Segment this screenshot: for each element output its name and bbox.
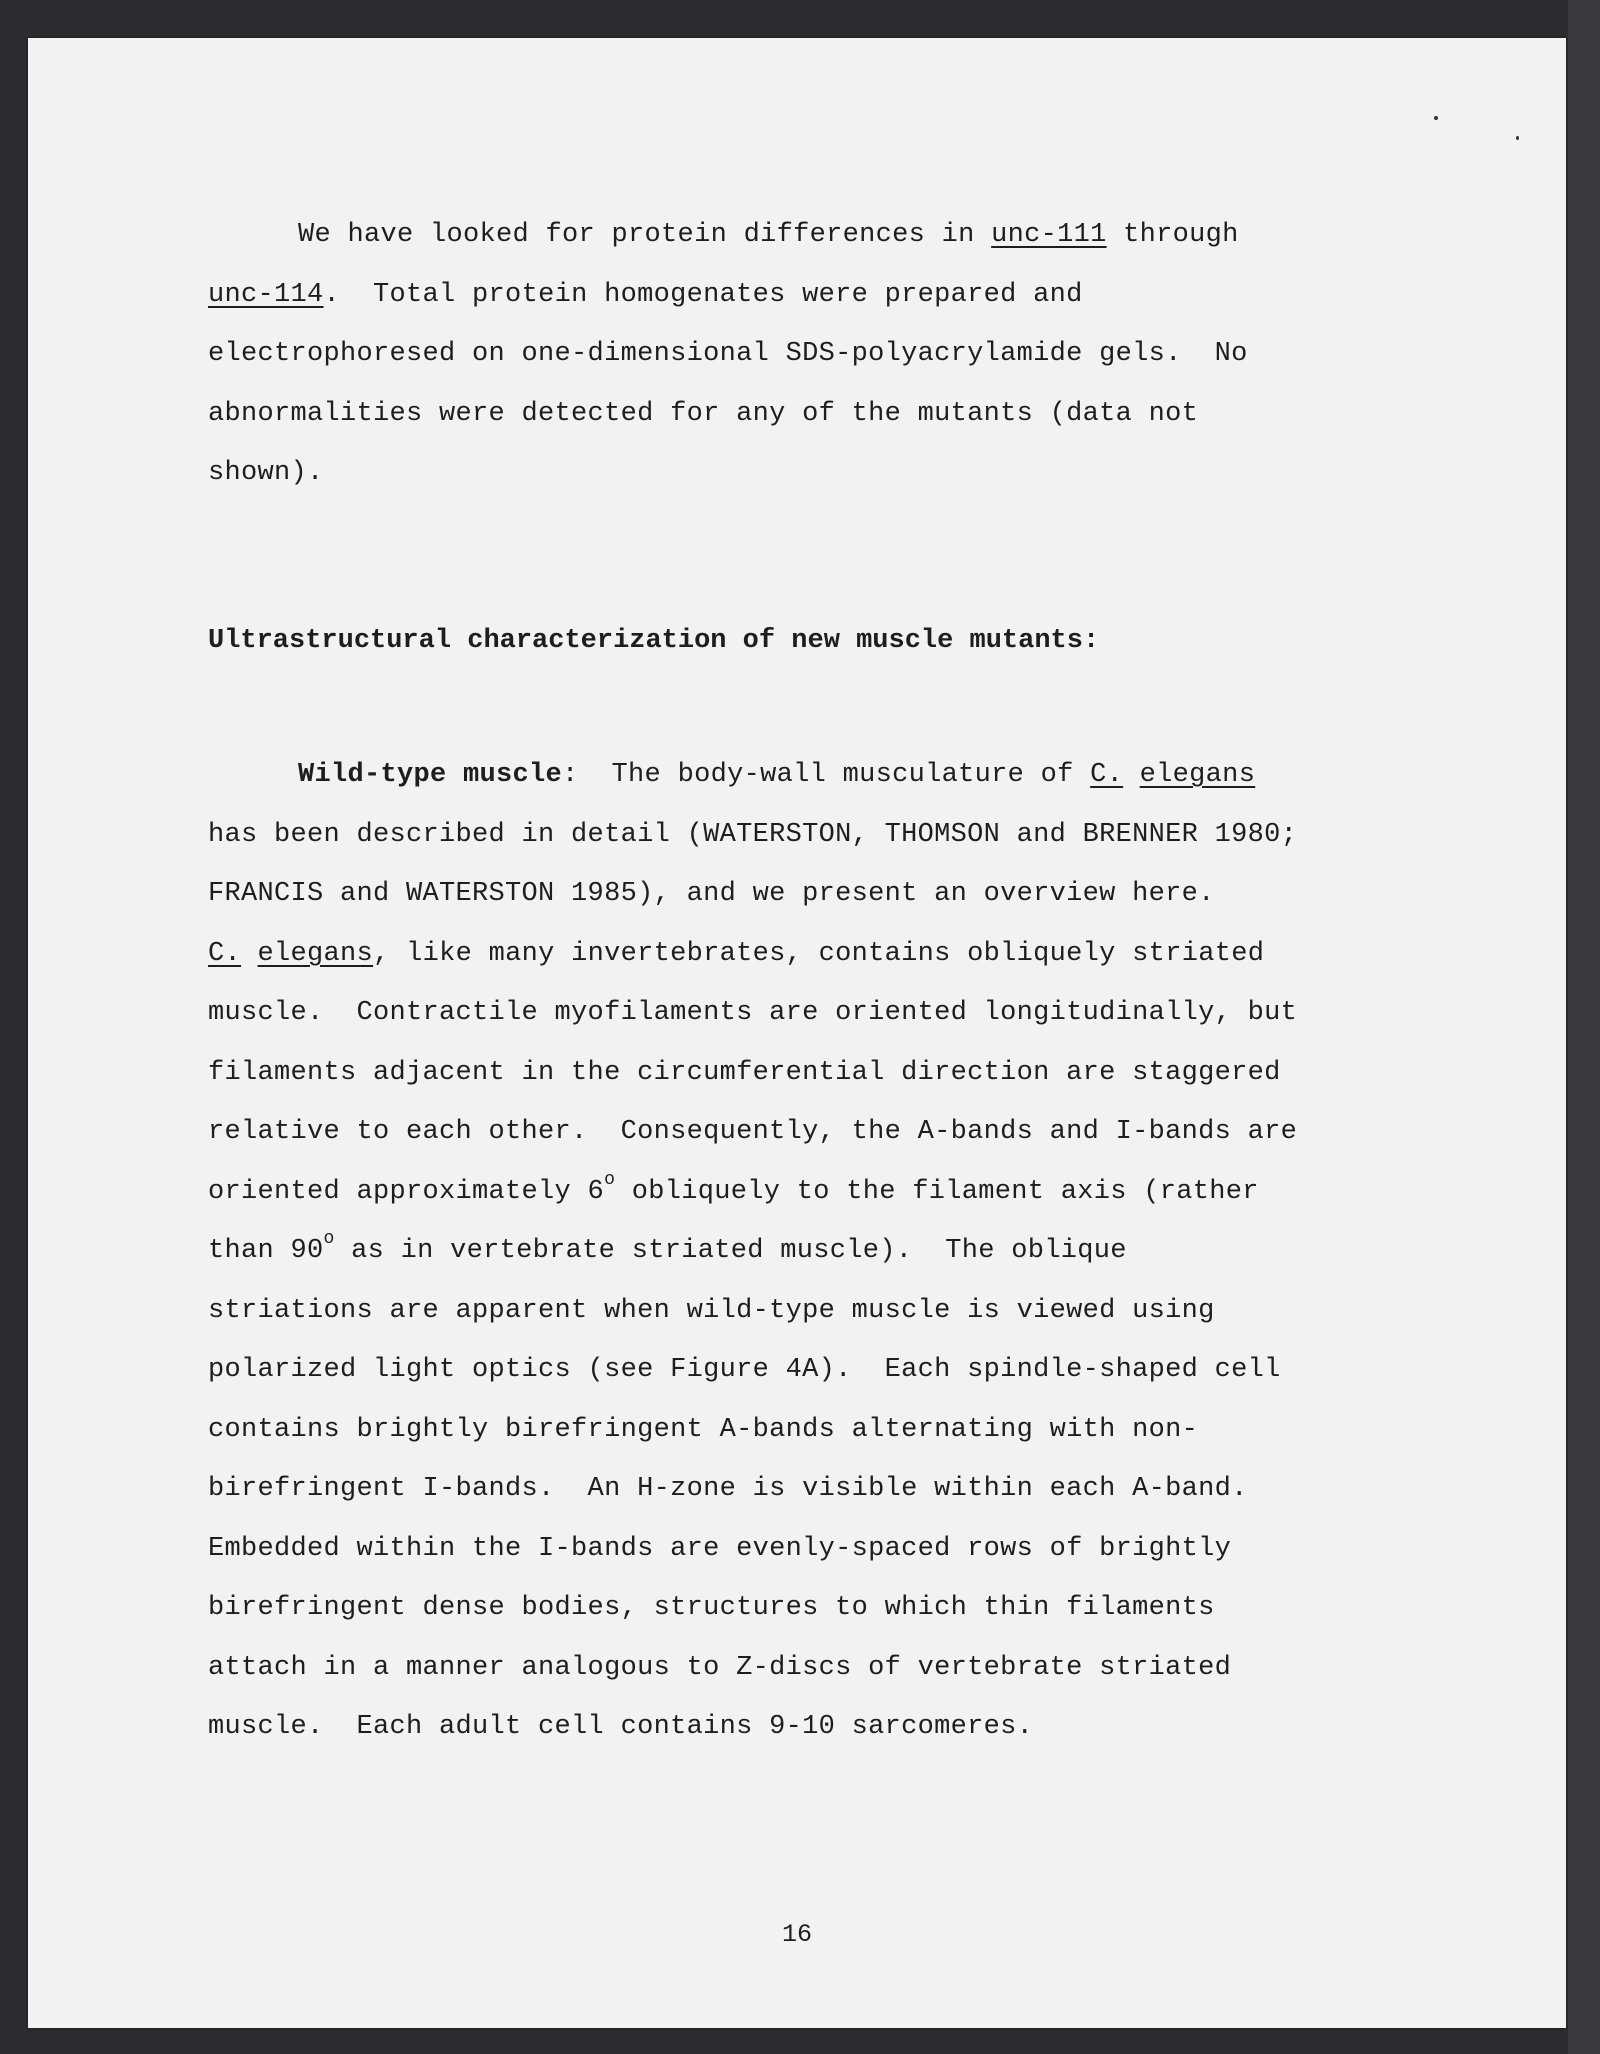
text-line: polarized light optics (see Figure 4A). Each spindle-shaped cell bbox=[208, 1355, 1281, 1385]
text-segment: as in vertebrate striated muscle). The oblique bbox=[334, 1236, 1127, 1266]
text-line bbox=[208, 746, 1508, 806]
text-segment: than 90 bbox=[208, 1236, 324, 1266]
text-line: contains brightly birefringent A-bands alternating with non- bbox=[208, 1414, 1199, 1445]
species-genus: C. bbox=[1090, 760, 1124, 790]
gene-name-unc-111: unc-111 bbox=[991, 220, 1107, 250]
page-number: 16 bbox=[781, 1920, 812, 1949]
text-line: filaments adjacent in the circumferential direction are staggered bbox=[208, 1057, 1281, 1088]
scan-speck bbox=[1516, 136, 1519, 140]
text-line: abnormalities were detected for any of the mutants (data not bbox=[208, 398, 1199, 429]
document-page bbox=[28, 38, 1566, 2028]
text-segment: through bbox=[1106, 220, 1239, 250]
scan-background-edge bbox=[1568, 0, 1600, 2054]
text-line: muscle. Each adult cell contains 9-10 sarcomeres. bbox=[208, 1712, 1034, 1742]
degree-superscript: o bbox=[604, 1169, 616, 1190]
text-line: electrophoresed on one-dimensional SDS-polyacrylamide gels. No bbox=[208, 339, 1248, 369]
text-line: relative to each other. Consequently, the A-bands and I-bands are bbox=[208, 1117, 1298, 1147]
text-line bbox=[208, 1222, 1508, 1282]
text-segment: We have looked for protein differences in bbox=[298, 220, 992, 250]
text-segment: obliquely to the filament axis (rather bbox=[615, 1176, 1259, 1207]
text-line: striations are apparent when wild-type muscle is viewed using bbox=[208, 1295, 1215, 1326]
species-name: elegans bbox=[1139, 760, 1256, 790]
paragraph-protein-differences bbox=[208, 206, 1508, 504]
degree-superscript: o bbox=[323, 1229, 335, 1249]
scan-speck bbox=[1434, 116, 1438, 120]
text-line: attach in a manner analogous to Z-discs of vertebrate striated bbox=[208, 1652, 1232, 1683]
text-line: Embedded within the I-bands are evenly-spaced rows of brightly bbox=[208, 1533, 1232, 1564]
species-name: elegans bbox=[257, 938, 374, 969]
text-line: muscle. Contractile myofilaments are oriented longitudinally, but bbox=[208, 998, 1298, 1028]
text-line bbox=[208, 925, 1508, 985]
text-line: birefringent I-bands. An H-zone is visible within each A-band. bbox=[208, 1474, 1248, 1504]
text-segment: : The body-wall musculature of bbox=[562, 760, 1091, 790]
run-in-heading: Wild-type muscle bbox=[298, 760, 563, 790]
text-segment: oriented approximately 6 bbox=[208, 1176, 605, 1207]
gene-name-unc-114: unc-114 bbox=[208, 279, 324, 310]
section-heading: Ultrastructural characterization of new muscle mutants: bbox=[208, 626, 1100, 656]
text-line bbox=[208, 206, 1508, 266]
text-line: birefringent dense bodies, structures to which thin filaments bbox=[208, 1593, 1215, 1623]
text-line: has been described in detail (WATERSTON, THOMSON and BRENNER 1980; bbox=[208, 819, 1298, 850]
text-line: shown). bbox=[208, 458, 324, 488]
species-genus: C. bbox=[208, 938, 242, 969]
text-line bbox=[208, 266, 1508, 326]
text-segment: . Total protein homogenates were prepared and bbox=[323, 279, 1083, 310]
text-segment: , like many invertebrates, contains obliquely striated bbox=[373, 938, 1265, 969]
text-line: FRANCIS and WATERSTON 1985), and we present an overview here. bbox=[208, 879, 1215, 909]
text-line bbox=[208, 1163, 1508, 1223]
paragraph-wild-type-muscle bbox=[208, 746, 1508, 1758]
